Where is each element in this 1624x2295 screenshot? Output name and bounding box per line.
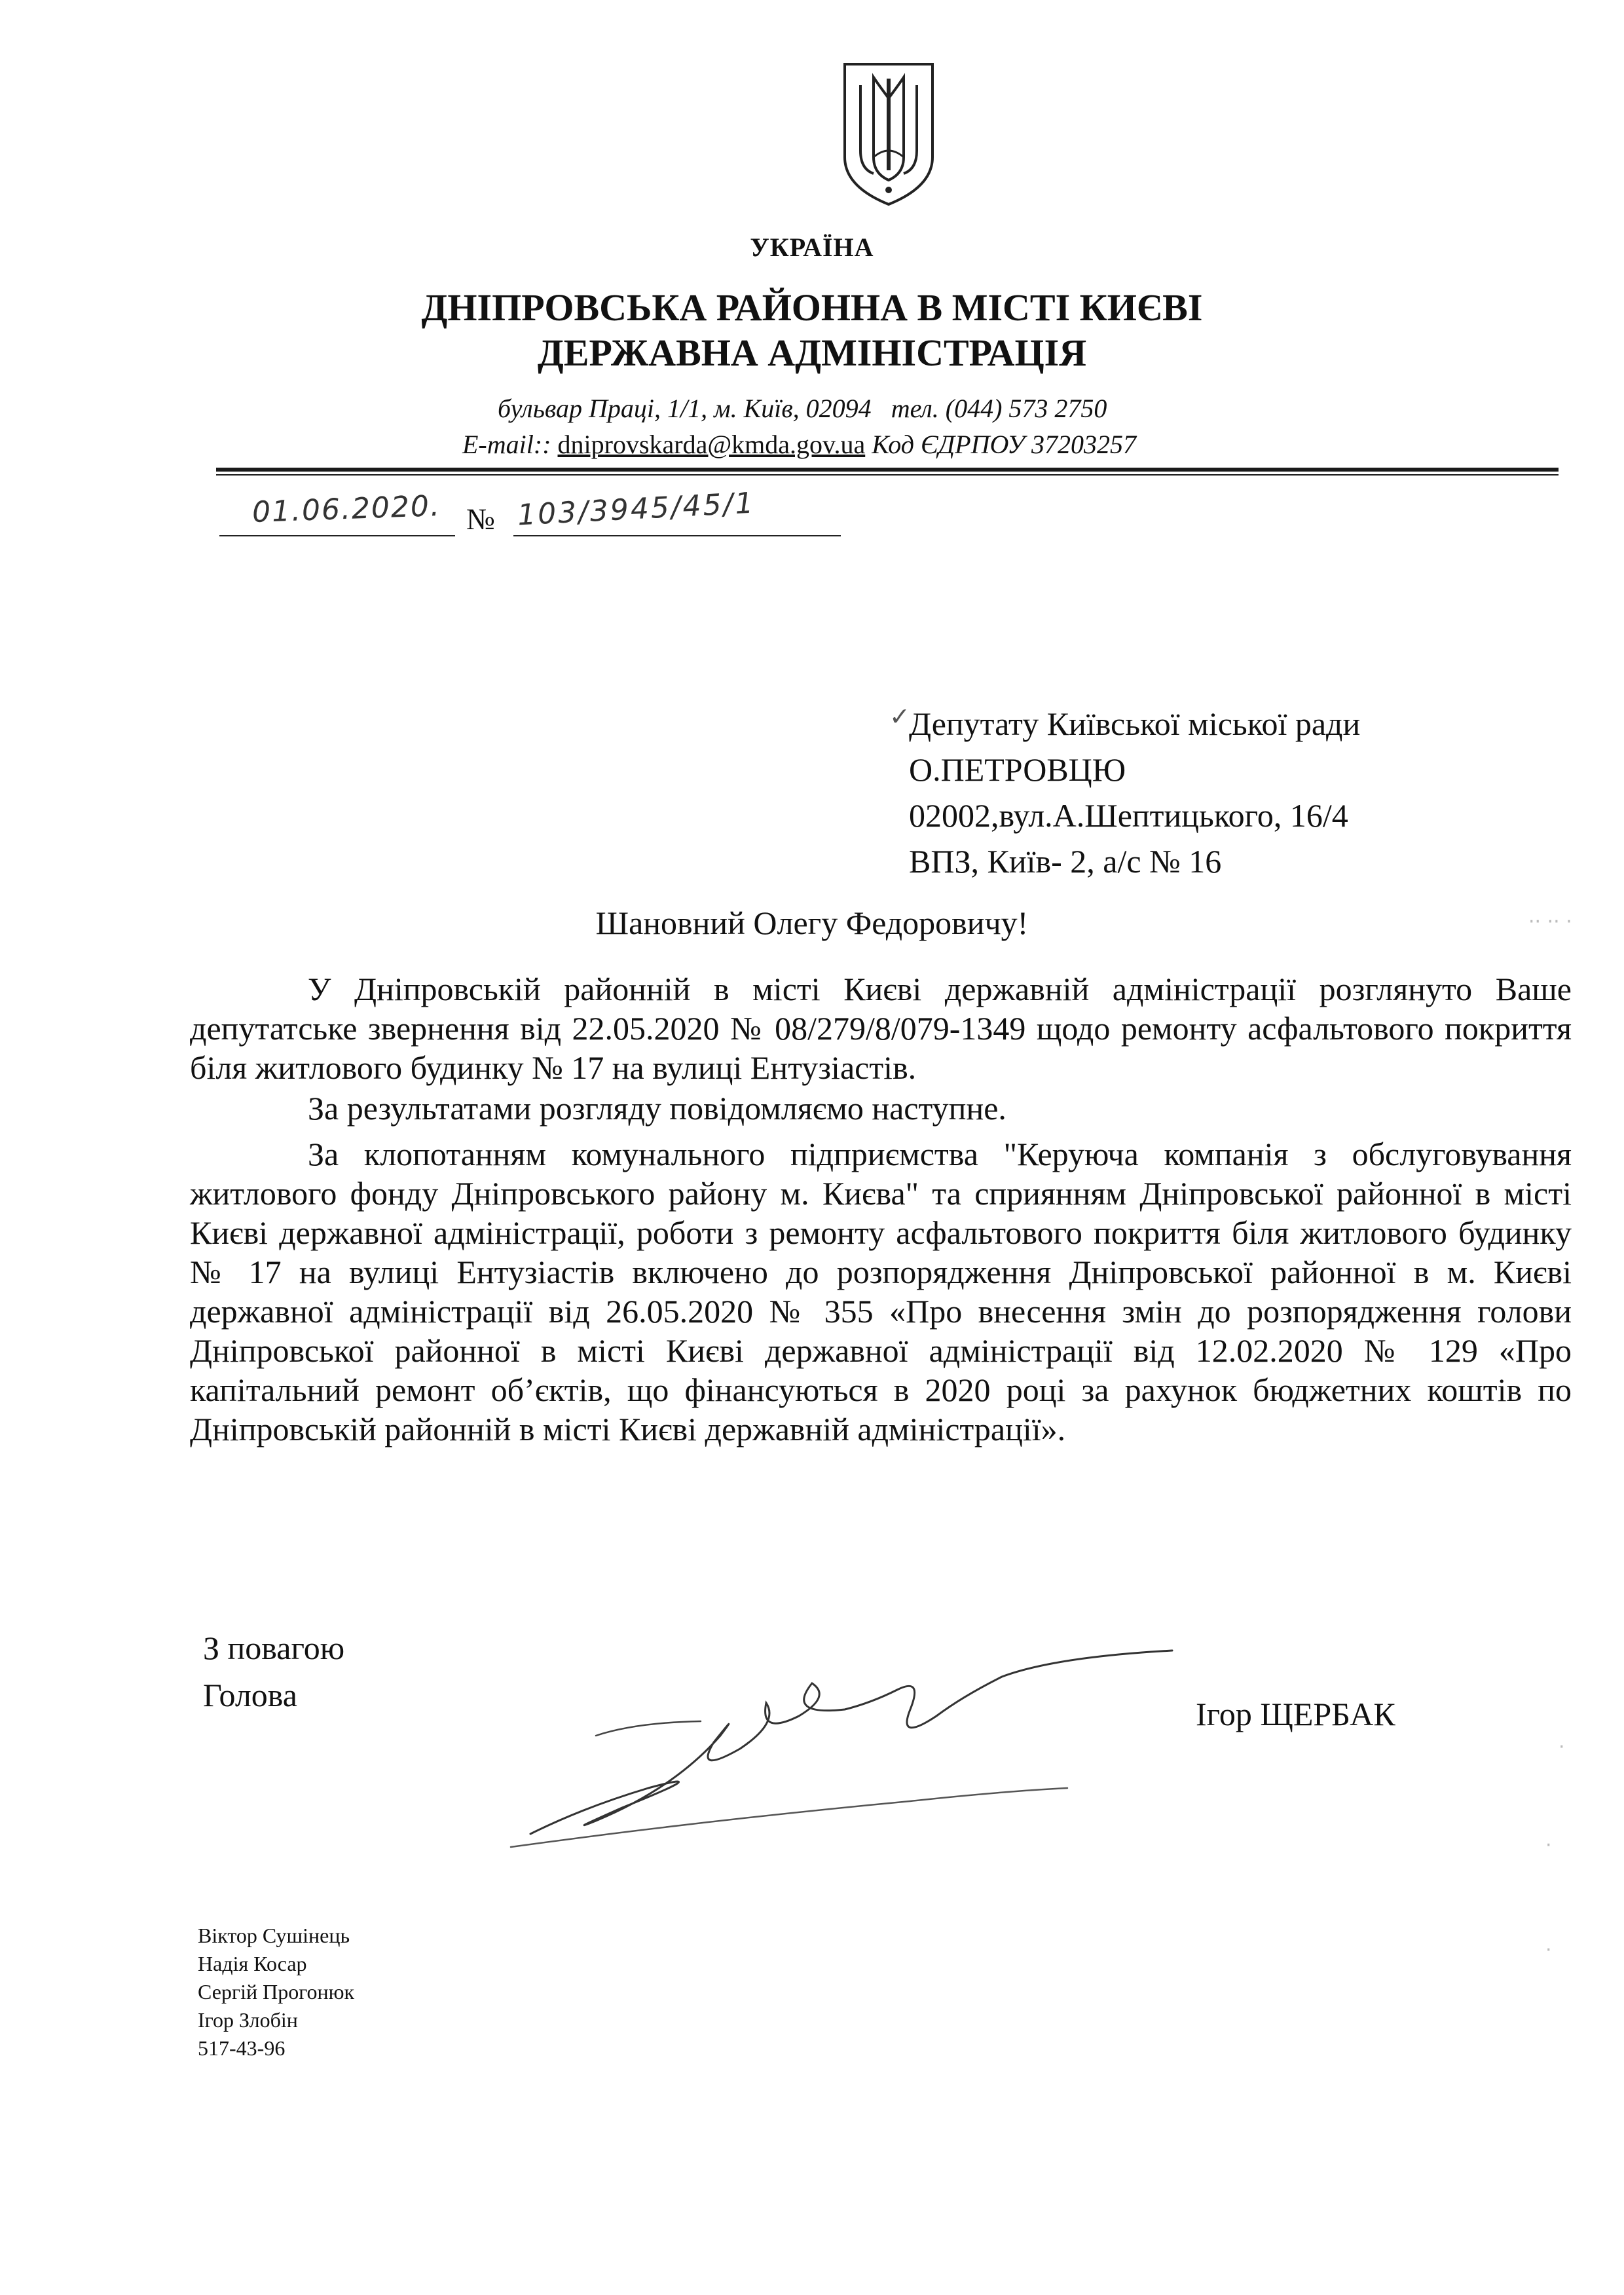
organization-name-line1: ДНІПРОВСЬКА РАЙОННА В МІСТІ КИЄВІ [421, 286, 1203, 329]
body-paragraph-2: За результатами розгляду повідомляємо наступне. [308, 1090, 1006, 1127]
registration-number-label: № [466, 502, 495, 536]
addressee-name: О.ПЕТРОВЦЮ [909, 751, 1126, 788]
scan-artifact: · [1545, 1834, 1552, 1857]
email-link[interactable]: dniprovskarda@kmda.gov.ua [557, 430, 866, 459]
addressee-postbox: ВПЗ, Київ- 2, а/с № 16 [909, 843, 1222, 880]
signer-position: Голова [203, 1677, 297, 1713]
phone-number: тел. (044) 573 2750 [891, 394, 1107, 423]
check-mark-icon: ✓ [889, 703, 910, 731]
executor-name: Ігор Злобін [198, 2008, 298, 2032]
body-paragraph-1: У Дніпровській районній в місті Києві державній адміністрації розглянуто Ваше депутатське звернення від 22.05.2020 № 08/279/8/079-1349 щодо ремонту асфальтового покриття біля житлового будинку № 17 на вулиці Ентузіастів. [190, 971, 1572, 1086]
salutation: Шановний Олегу Федоровичу! [595, 905, 1029, 941]
executors-list [198, 1922, 354, 2062]
email-label: E-mail:: [462, 430, 551, 459]
handwritten-signature [504, 1637, 1198, 1854]
postal-address: бульвар Праці, 1/1, м. Київ, 02094 [498, 394, 872, 423]
addressee-position: Депутату Київської міської ради [909, 705, 1361, 742]
addressee-block [909, 701, 1360, 884]
organization-address-line [498, 393, 1107, 424]
organization-name-line2: ДЕРЖАВНА АДМІНІСТРАЦІЯ [537, 331, 1087, 374]
executor-name: Надія Косар [198, 1952, 307, 1975]
addressee-street: 02002,вул.А.Шептицького, 16/4 [909, 797, 1348, 834]
edrpou-code: Код ЄДРПОУ 37203257 [872, 430, 1136, 459]
executor-name: Віктор Сушінець [198, 1924, 350, 1947]
country-title: УКРАЇНА [750, 233, 874, 262]
header-divider-thick [216, 468, 1559, 472]
registration-number: 103/3945/45/1 [516, 486, 756, 532]
header-divider-thin [216, 474, 1559, 476]
closing-block [203, 1624, 344, 1719]
registration-date-underline [219, 535, 455, 536]
registration-date: 01.06.2020. [251, 489, 441, 530]
scan-artifact: · [1545, 1939, 1552, 1962]
scan-artifact: ·· ·· · [1528, 910, 1572, 933]
organization-contact-line [462, 429, 1136, 460]
closing-regards: З повагою [203, 1630, 345, 1666]
tryzub-emblem-icon [840, 59, 938, 210]
signer-name: Ігор ЩЕРБАК [1196, 1696, 1395, 1732]
body-paragraph-3: За клопотанням комунального підприємства "Керуюча компанія з обслуговування житлового фонду Дніпровського району м. Києва" та сприянням Дніпровської районної в місті Києві державної адміністрації, роботи з ремонту асфальтового покриття біля житлового будинку № 17 на вулиці Ентузіастів включено до розпорядження Дніпровської районної в м. Києві державної адміністрації від 26.05.2020 № 355 «Про внесення змін до розпорядження голови Дніпровської районної в місті Києві державної адміністрації від 12.02.2020 № 129 «Про капітальний ремонт об’єктів, що фінансуються в 2020 році за рахунок бюджетних коштів по Дніпровській районній в місті Києві державній адміністрації». [190, 1136, 1572, 1447]
letter-body [190, 969, 1572, 1449]
registration-number-underline [513, 535, 841, 536]
executor-phone: 517-43-96 [198, 2036, 286, 2060]
scan-artifact: · [1559, 1736, 1565, 1759]
executor-name: Сергій Прогонюк [198, 1980, 355, 2004]
